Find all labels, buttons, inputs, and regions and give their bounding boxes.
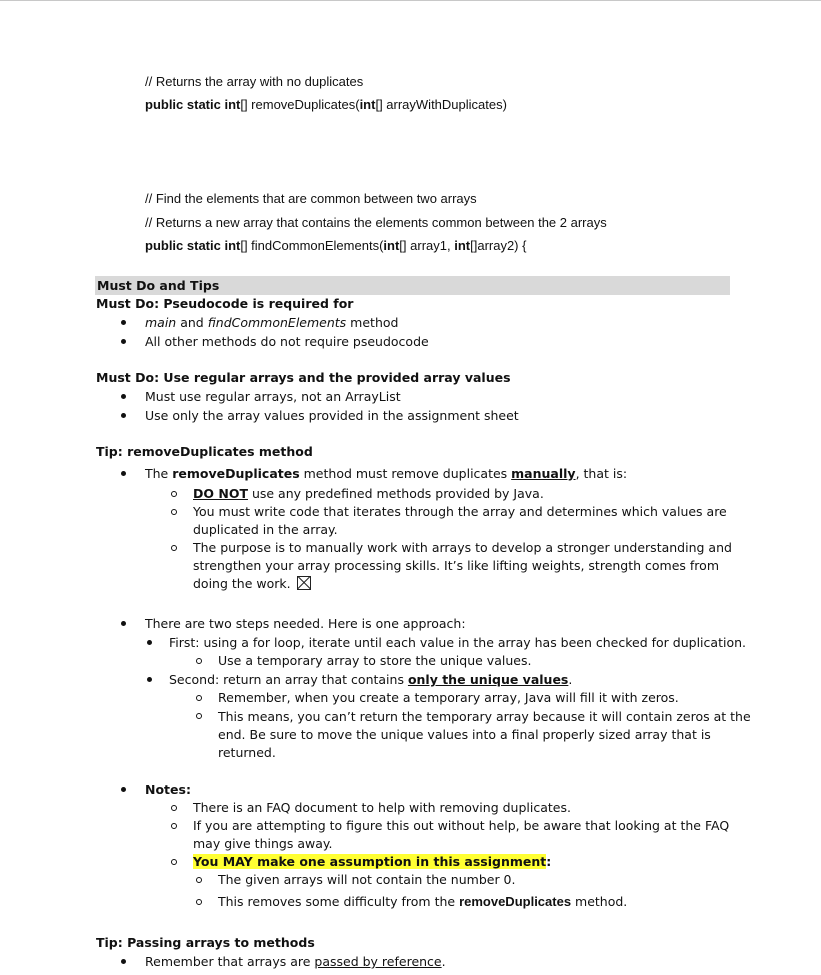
sub-bullet-icon xyxy=(196,713,202,719)
list-item: Remember, when you create a temporary array, Java will fill it with zeros. xyxy=(218,690,679,705)
must-do-pseudocode-heading: Must Do: Pseudocode is required for xyxy=(96,296,354,311)
list-item-continuation: strengthen your array processing skills. It’s like lifting weights, strength comes from xyxy=(193,558,720,573)
sub-bullet-icon xyxy=(196,658,202,664)
code-signature-find-common: public static int[] findCommonElements(int[] array1, int[]array2) { xyxy=(145,238,527,253)
bullet-icon xyxy=(121,787,126,792)
bullet-icon xyxy=(121,621,126,626)
notes-label: Notes: xyxy=(145,782,191,797)
list-item: First: using a for loop, iterate until each value in the array has been checked for duplication. xyxy=(169,635,746,650)
list-item-continuation: doing the work. xyxy=(193,575,311,593)
sub-bullet-icon xyxy=(171,805,177,811)
sub-bullet-icon xyxy=(171,545,177,551)
list-item-continuation: may give things away. xyxy=(193,836,333,851)
list-item: Remember that arrays are passed by reference. xyxy=(145,954,446,969)
bullet-icon xyxy=(121,394,126,399)
code-comment-find-common: // Find the elements that are common between two arrays xyxy=(145,191,477,206)
sub-bullet-icon xyxy=(171,491,177,497)
list-item: All other methods do not require pseudocode xyxy=(145,334,429,349)
list-item: The purpose is to manually work with arrays to develop a stronger understanding and xyxy=(193,540,732,555)
section-header-must-do-tips xyxy=(95,276,730,295)
sub-bullet-icon xyxy=(171,509,177,515)
must-do-arrays-heading: Must Do: Use regular arrays and the provided array values xyxy=(96,370,511,385)
page-top-border xyxy=(0,0,821,1)
list-item: Use only the array values provided in the assignment sheet xyxy=(145,408,519,423)
sub-bullet-icon xyxy=(196,899,202,905)
list-item: Second: return an array that contains only the unique values. xyxy=(169,672,573,687)
sub-bullet-icon xyxy=(171,859,177,865)
bullet-icon xyxy=(121,471,126,476)
list-item: You must write code that iterates through the array and determines which values are xyxy=(193,504,727,519)
list-item: Use a temporary array to store the unique values. xyxy=(218,653,532,668)
list-item: There is an FAQ document to help with removing duplicates. xyxy=(193,800,571,815)
list-item: The removeDuplicates method must remove duplicates manually, that is: xyxy=(145,466,628,481)
list-item: main and findCommonElements method xyxy=(145,315,399,330)
code-signature-remove-duplicates: public static int[] removeDuplicates(int[] arrayWithDuplicates) xyxy=(145,97,507,112)
bullet-icon xyxy=(121,413,126,418)
list-item-continuation: returned. xyxy=(218,745,276,760)
list-item: This means, you can’t return the temporary array because it will contain zeros at the xyxy=(218,709,751,724)
list-item: If you are attempting to figure this out without help, be aware that looking at the FAQ xyxy=(193,818,730,833)
crossed-box-icon xyxy=(297,576,311,590)
bullet-icon xyxy=(121,339,126,344)
code-comment-returns-common: // Returns a new array that contains the elements common between the 2 arrays xyxy=(145,215,607,230)
bullet-icon xyxy=(121,959,126,964)
list-item: Must use regular arrays, not an ArrayList xyxy=(145,389,401,404)
list-item: The given arrays will not contain the number 0. xyxy=(218,872,516,887)
section-title: Must Do and Tips xyxy=(97,278,220,293)
list-item-continuation: duplicated in the array. xyxy=(193,522,338,537)
tip-passing-arrays-heading: Tip: Passing arrays to methods xyxy=(96,935,315,950)
bullet-icon xyxy=(147,677,152,682)
tip-remove-duplicates-heading: Tip: removeDuplicates method xyxy=(96,444,313,459)
code-comment-returns-no-duplicates: // Returns the array with no duplicates xyxy=(145,74,364,89)
sub-bullet-icon xyxy=(196,695,202,701)
sub-bullet-icon xyxy=(171,823,177,829)
list-item: This removes some difficulty from the removeDuplicates method. xyxy=(218,894,628,909)
sub-bullet-icon xyxy=(196,877,202,883)
bullet-icon xyxy=(147,640,152,645)
bullet-icon xyxy=(121,320,126,325)
list-item: DO NOT use any predefined methods provided by Java. xyxy=(193,486,544,501)
list-item: There are two steps needed. Here is one approach: xyxy=(145,616,466,631)
list-item-continuation: end. Be sure to move the unique values into a final properly sized array that is xyxy=(218,727,711,742)
assumption-highlight: You MAY make one assumption in this assignment: xyxy=(193,854,552,869)
